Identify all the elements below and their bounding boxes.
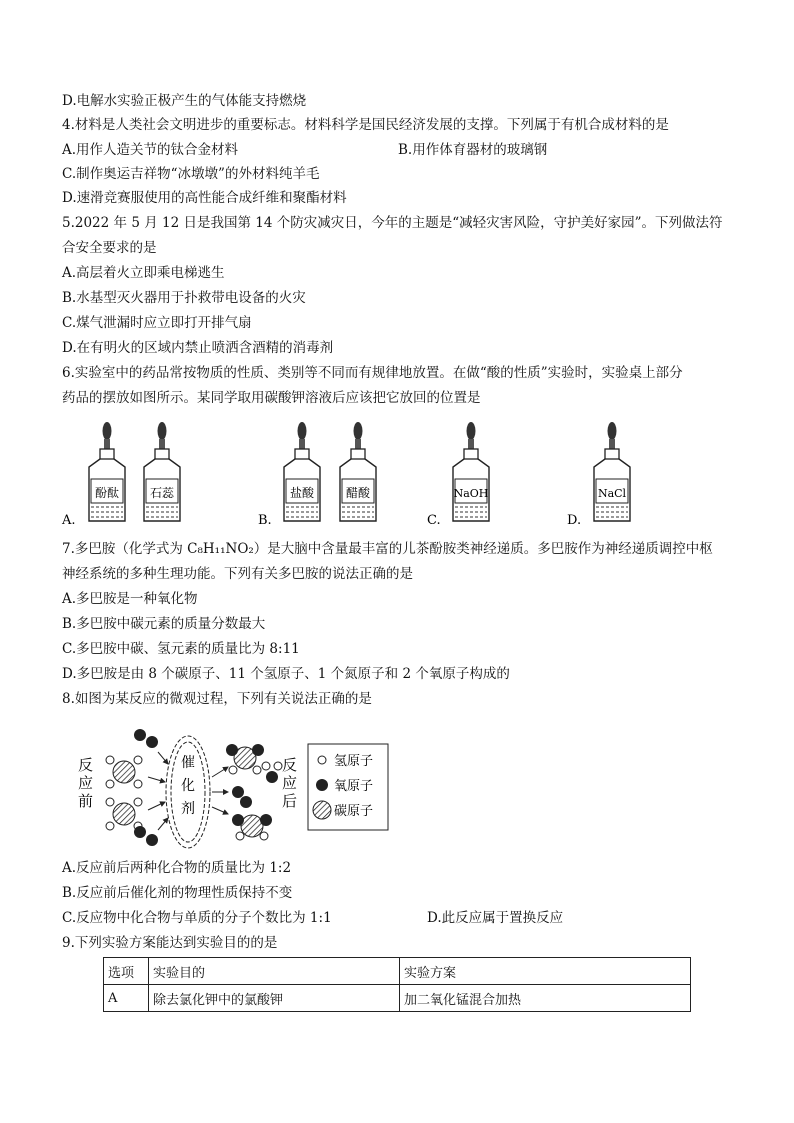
bottle-litmus [144,422,180,521]
q5-option-b: B.水基型灭火器用于扑救带电设备的火灾 [62,290,306,306]
product-molecule-1 [226,744,264,774]
reactant-molecule-2 [106,798,142,830]
bottle-label-c1: NaOH [453,487,489,500]
after-char-2: 应 [282,774,298,792]
option-a-label: A. [62,513,76,528]
q7-option-c: C.多巴胺中碳、氢元素的质量比为 8:11 [62,641,300,657]
q6-bottle-figure [0,415,794,535]
bottle-nacl [594,422,630,521]
option-c-label: C. [427,513,441,528]
after-char-3: 后 [282,792,298,810]
legend-hydrogen: 氢原子 [334,754,374,769]
bottle-label-b1: 盐酸 [289,486,315,500]
before-char-1: 反 [78,756,94,774]
catalyst-char-3: 剂 [181,801,195,817]
q5-stem-1: 5.2022 年 5 月 12 日是我国第 14 个防灾减灾日，今年的主题是“减轻灾害风险，守护美好家园”。下列做法符 [62,215,723,231]
q5-option-d: D.在有明火的区域内禁止喷洒含酒精的消毒剂 [62,340,334,356]
option-b-label: B. [258,513,272,528]
q8-option-d: D.此反应属于置换反应 [427,910,564,926]
q8-stem: 8.如图为某反应的微观过程，下列有关说法正确的是 [62,691,372,707]
bottle-phenolphthalein [89,422,125,521]
bottle-hydrochloric-acid [284,422,320,521]
q6-stem-2: 药品的摆放如图所示。某同学取用碳酸钾溶液后应该把它放回的位置是 [62,390,481,406]
table-cell-goal: 除去氯化钾中的氯酸钾 [149,985,400,1012]
q4-option-a: A.用作人造关节的钛合金材料 [62,142,239,158]
bottle-acetic-acid [340,422,376,521]
catalyst-char-2: 化 [181,778,195,794]
q5-stem-2: 合安全要求的是 [62,240,157,256]
legend-carbon: 碳原子 [334,804,374,819]
q5-option-c: C.煤气泄漏时应立即打开排气扇 [62,315,252,331]
table-cell-option: A [104,985,149,1012]
q4-option-d: D.速滑竞赛服使用的高性能合成纤维和聚酯材料 [62,190,347,206]
q8-option-c: C.反应物中化合物与单质的分子个数比为 1:1 [62,910,332,926]
q6-stem-1: 6.实验室中的药品常按物质的性质、类别等不同而有规律地放置。在做“酸的性质”实验时，实验桌上部分 [62,365,683,381]
before-char-3: 前 [78,792,94,810]
table-row [104,985,691,1012]
bottle-label-a1: 酚酞 [94,486,120,500]
before-char-2: 应 [78,774,94,792]
q5-option-a: A.高层着火立即乘电梯逃生 [62,265,225,281]
q8-option-b: B.反应前后催化剂的物理性质保持不变 [62,885,293,901]
q7-stem-2: 神经系统的多种生理功能。下列有关多巴胺的说法正确的是 [62,566,413,582]
after-char-1: 反 [282,756,298,774]
q8-option-a: A.反应前后两种化合物的质量比为 1:2 [62,860,292,876]
q7-option-d: D.多巴胺是由 8 个碳原子、11 个氢原子、1 个氮原子和 2 个氧原子构成的 [62,666,510,682]
reactant-molecule-1 [106,756,142,788]
q9-stem: 9.下列实验方案能达到实验目的的是 [62,935,278,951]
table-header-option: 选项 [104,958,149,985]
q4-stem: 4.材料是人类社会文明进步的重要标志。材料科学是国民经济发展的支撑。下列属于有机合成材料的是 [62,117,669,133]
bottle-label-b2: 醋酸 [345,486,371,500]
bottle-naoh [453,422,489,521]
option-d-label: D. [567,513,582,528]
q7-stem-1: 7.多巴胺（化学式为 C₈H₁₁NO₂）是大脑中含量最丰富的儿茶酚胺类神经递质。多巴胺作为神经递质调控中枢 [62,541,713,557]
product-water [262,762,282,783]
bottle-label-a2: 石蕊 [149,486,175,500]
q3-option-d: D.电解水实验正极产生的气体能支持燃烧 [62,93,307,109]
table-header-goal: 实验目的 [149,958,400,985]
table-header-plan: 实验方案 [400,958,691,985]
q7-option-a: A.多巴胺是一种氧化物 [62,591,198,607]
product-oxygen [232,786,252,808]
catalyst-char-1: 催 [181,755,195,771]
product-molecule-2 [232,814,272,840]
bottle-label-d1: NaCl [597,487,627,500]
table-cell-plan: 加二氧化锰混合加热 [400,985,691,1012]
q9-table [103,957,691,1012]
q4-option-c: C.制作奥运吉祥物“冰墩墩”的外材料纯羊毛 [62,166,320,182]
legend-oxygen: 氧原子 [334,779,374,794]
q4-option-b: B.用作体育器材的玻璃钢 [398,142,548,158]
table-header-row [104,958,691,985]
q8-reaction-diagram [0,722,794,852]
q7-option-b: B.多巴胺中碳元素的质量分数最大 [62,616,266,632]
